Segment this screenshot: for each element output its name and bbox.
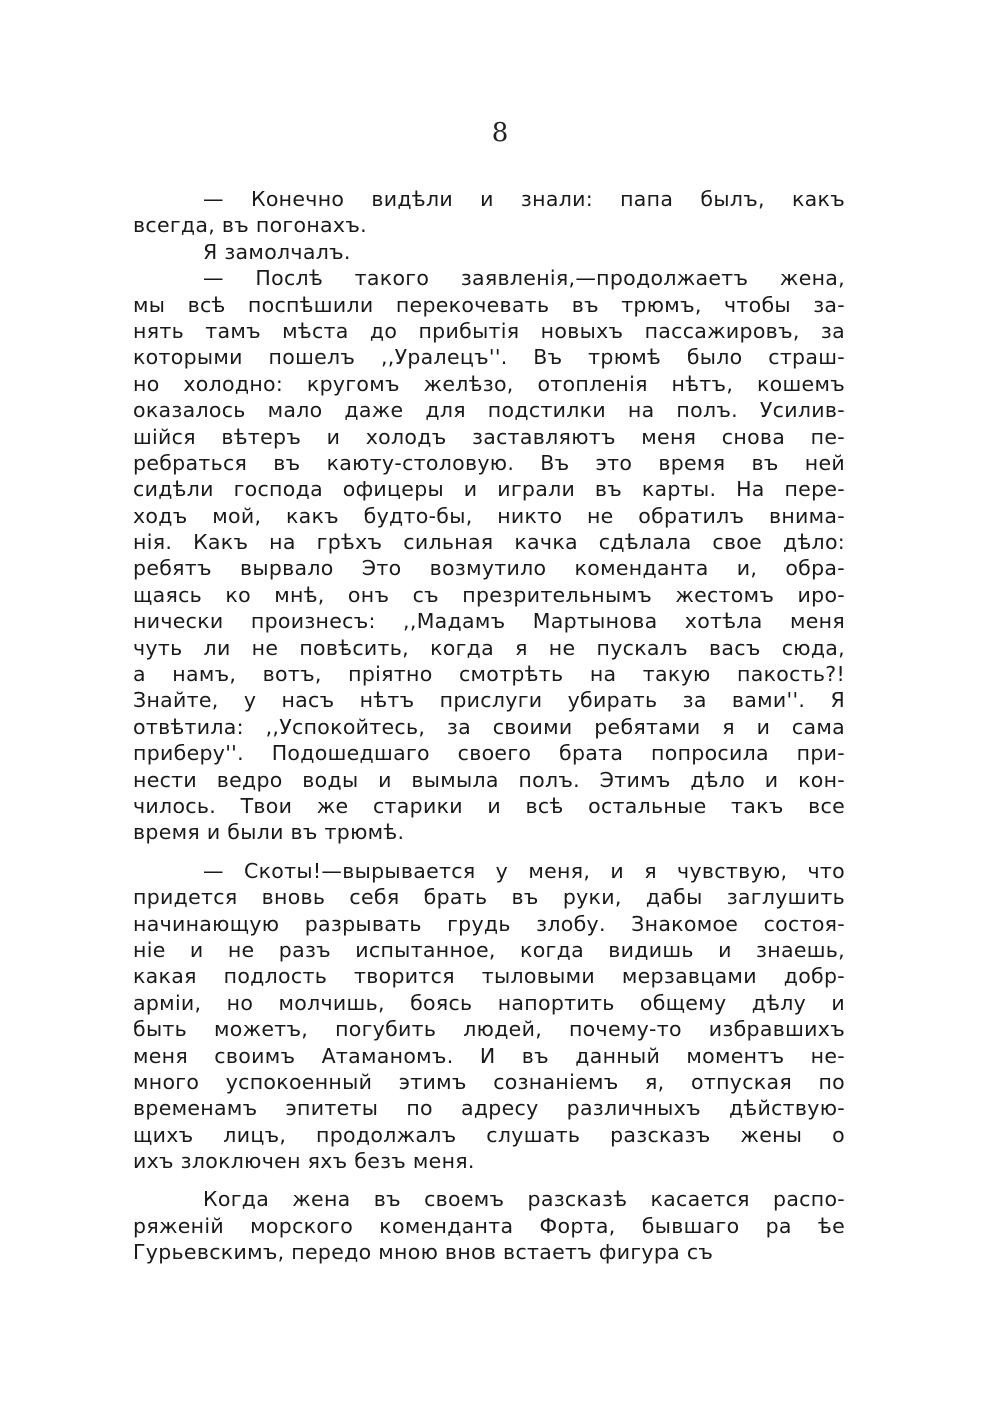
- paragraph: [133, 186, 845, 239]
- text-line: — Послѣ такого заявленія,—продолжаетъ жена,: [203, 266, 845, 291]
- text-line: Знайте, у насъ нѣтъ прислуги убирать за вами''. Я: [133, 688, 845, 713]
- text-body: [133, 186, 845, 1266]
- text-line: ходъ мой, какъ будто-бы, никто не обратилъ внима-: [133, 503, 845, 528]
- paragraph-gap: [133, 846, 845, 858]
- text-line: шійся вѣтеръ и холодъ заставляютъ меня снова пе-: [133, 424, 845, 449]
- text-line: много успокоенный этимъ сознаніемъ я, отпуская по: [133, 1069, 845, 1094]
- text-line: нически произнесъ: ,,Мадамъ Мартынова хотѣла меня: [133, 609, 845, 634]
- text-line: временамъ эпитеты по адресу различныхъ дѣйствую-: [133, 1096, 845, 1121]
- text-line: которыми пошелъ ,,Уралецъ''. Въ трюмѣ было страш-: [133, 345, 845, 370]
- text-line: ніе и не разъ испытанное, когда видишь и знаешь,: [133, 937, 845, 962]
- paragraph: [133, 265, 845, 846]
- text-line: чуть ли не повѣсить, когда я не пускалъ васъ сюда,: [133, 635, 845, 660]
- text-line: ряженій морского коменданта Форта, бывшаго ра ѣе: [133, 1213, 845, 1238]
- text-line: ребраться въ каюту-столовую. Въ это время въ ней: [133, 450, 845, 475]
- text-line: — Скоты!—вырывается у меня, и я чувствую, что: [203, 858, 845, 883]
- page-number: 8: [491, 118, 509, 148]
- text-line: арміи, но молчишь, боясь напортить общему дѣлу и: [133, 990, 845, 1015]
- paragraph: [133, 239, 845, 265]
- text-line: чилось. Твои же старики и всѣ остальные такъ все: [133, 793, 845, 818]
- text-line: сидѣли господа офицеры и играли въ карты. На пере-: [133, 477, 845, 502]
- text-line: Я замолчалъ.: [203, 239, 351, 264]
- text-line: быть можетъ, погубить людей, почему-то избравшихъ: [133, 1017, 845, 1042]
- text-line: Когда жена въ своемъ разсказѣ касается распо-: [203, 1187, 845, 1212]
- text-line: щаясь ко мнѣ, онъ съ презрительнымъ жестомъ иро-: [133, 582, 845, 607]
- text-line: но холодно: кругомъ желѣзо, отопленія нѣтъ, кошемъ: [133, 371, 845, 396]
- text-line: оказалось мало даже для подстилки на полъ. Усилив-: [133, 398, 845, 423]
- text-line: придется вновь себя брать въ руки, дабы заглушить: [133, 885, 845, 910]
- text-line: ребятъ вырвало Это возмутило коменданта и, обра-: [133, 556, 845, 581]
- text-line: время и были въ трюмѣ.: [133, 820, 405, 845]
- text-line: а намъ, вотъ, пріятно смотрѣть на такую пакость?!: [133, 662, 845, 687]
- text-line: Гурьевскимъ, передо мною внов встаетъ фигура съ: [133, 1240, 714, 1265]
- text-line: меня своимъ Атаманомъ. И въ данный моментъ не-: [133, 1043, 845, 1068]
- paragraph: [133, 858, 845, 1175]
- text-line: ихъ злоключен яхъ безъ меня.: [133, 1149, 475, 1174]
- text-line: какая подлость творится тыловыми мерзавцами добр-: [133, 964, 845, 989]
- text-line: — Конечно видѣли и знали: папа былъ, какъ: [203, 187, 845, 211]
- text-line: начинающую разрывать грудь злобу. Знакомое состоя-: [133, 911, 845, 936]
- text-line: нести ведро воды и вымыла полъ. Этимъ дѣло и кон-: [133, 767, 845, 792]
- text-line: отвѣтила: ,,Успокойтесь, за своими ребятами я и сама: [133, 714, 845, 739]
- text-line: приберу''. Подошедшаго своего брата попросила при-: [133, 741, 845, 766]
- text-line: мы всѣ поспѣшили перекочевать въ трюмъ, чтобы за-: [133, 292, 845, 317]
- text-line: нять тамъ мѣста до прибытія новыхъ пассажировъ, за: [133, 318, 845, 343]
- text-line: всегда, въ погонахъ.: [133, 213, 367, 238]
- paragraph: [133, 1186, 845, 1265]
- text-line: нія. Какъ на грѣхъ сильная качка сдѣлала свое дѣло:: [133, 530, 845, 555]
- text-line: щихъ лицъ, продолжалъ слушать разсказъ жены о: [133, 1122, 845, 1147]
- paragraph-gap: [133, 1174, 845, 1186]
